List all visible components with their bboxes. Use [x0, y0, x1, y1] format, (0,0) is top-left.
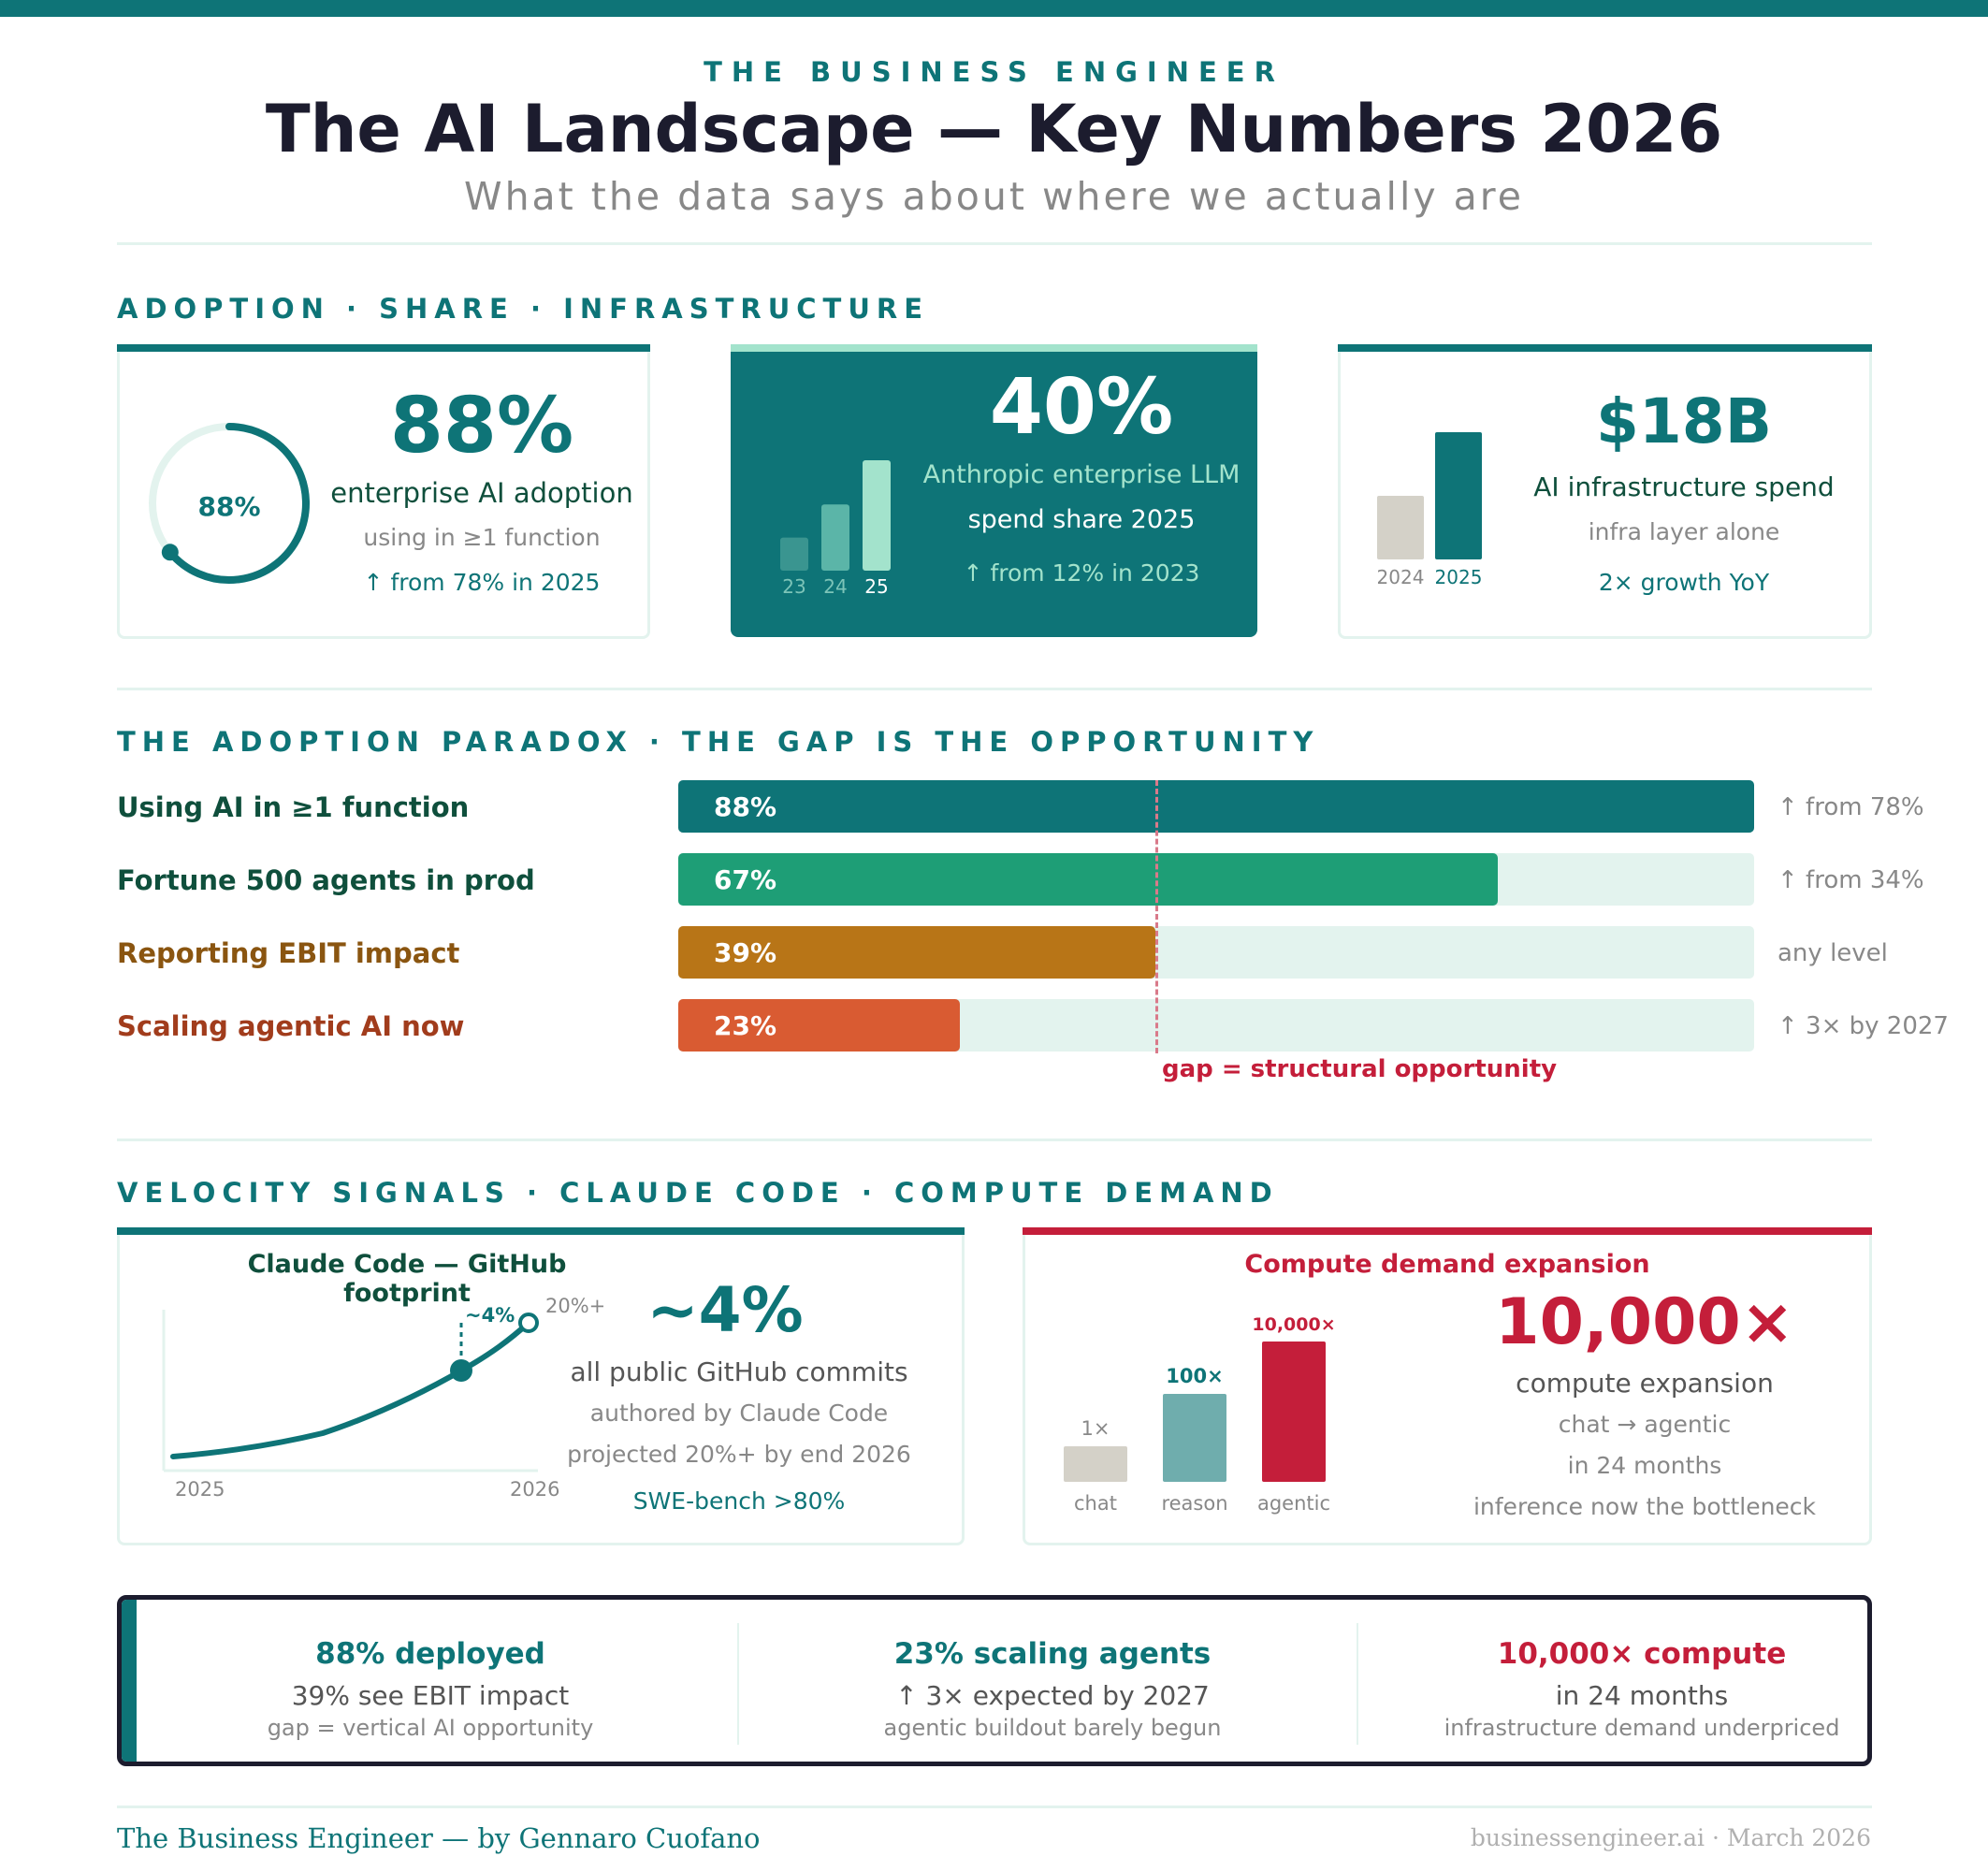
- summary-item: [772, 1637, 1333, 1741]
- bar-row-label: Using AI in ≥1 function: [117, 791, 470, 823]
- compute-sub-1: chat → agentic: [1558, 1411, 1732, 1438]
- compute-bar-value: 1×: [1081, 1417, 1110, 1440]
- card-accent: [117, 1227, 965, 1235]
- share-mini-bar-year: 25: [864, 575, 889, 597]
- compute-bar-chart: [1051, 1284, 1378, 1527]
- summary-line-1: ↑ 3× expected by 2027: [895, 1680, 1210, 1711]
- compute-bar: [1064, 1446, 1127, 1482]
- infra-mini-bar: [1377, 496, 1424, 559]
- summary-line-1: in 24 months: [1555, 1680, 1729, 1711]
- growth-curve: [173, 1323, 529, 1457]
- adoption-value: 88%: [389, 382, 574, 471]
- adoption-card: [117, 344, 650, 639]
- share-label-2: spend share 2025: [967, 505, 1196, 534]
- current-point: [450, 1359, 472, 1382]
- bar-note: ↑ from 78%: [1778, 793, 1924, 821]
- bar-value-label: 39%: [714, 937, 777, 968]
- adoption-label: enterprise AI adoption: [330, 477, 633, 509]
- compute-bar-name: chat: [1074, 1492, 1117, 1515]
- share-mini-bar: [780, 538, 808, 571]
- claude-sub-1: authored by Claude Code: [589, 1400, 889, 1427]
- summary-divider: [1357, 1623, 1358, 1745]
- summary-divider: [737, 1623, 739, 1745]
- footer-site-date: businessengineer.ai · March 2026: [1470, 1824, 1871, 1851]
- summary-accent: [122, 1600, 137, 1766]
- summary-title: 88% deployed: [315, 1637, 545, 1671]
- bar-row-label: Reporting EBIT impact: [117, 937, 460, 969]
- summary-title: 23% scaling agents: [893, 1637, 1212, 1671]
- compute-bar-value: 100×: [1166, 1365, 1224, 1387]
- compute-bar-value: 10,000×: [1252, 1314, 1336, 1335]
- claude-label: all public GitHub commits: [570, 1356, 908, 1387]
- share-mini-bar: [863, 460, 891, 571]
- share-mini-bar-year: 24: [823, 575, 848, 597]
- summary-strip: [117, 1595, 1872, 1766]
- summary-line-2: gap = vertical AI opportunity: [267, 1715, 594, 1741]
- summary-item: [150, 1637, 711, 1741]
- infra-mini-bar-year: 2024: [1376, 566, 1425, 588]
- summary-line-2: infrastructure demand underpriced: [1444, 1715, 1840, 1741]
- claude-delta: SWE-bench >80%: [632, 1487, 846, 1515]
- card-accent: [1023, 1227, 1872, 1235]
- share-mini-bar-year: 23: [782, 575, 806, 597]
- section-heading-adoption: ADOPTION · SHARE · INFRASTRUCTURE: [117, 293, 930, 325]
- infra-sub: infra layer alone: [1588, 518, 1780, 545]
- anthropic-share-card: [731, 344, 1257, 637]
- compute-title: Compute demand expansion: [1244, 1250, 1650, 1279]
- adoption-sub: using in ≥1 function: [363, 524, 601, 551]
- infra-label: AI infrastructure spend: [1533, 471, 1835, 502]
- infra-delta: 2× growth YoY: [1598, 569, 1770, 596]
- infra-value: $18B: [1595, 385, 1773, 457]
- card-accent: [731, 344, 1257, 352]
- gap-label: gap = structural opportunity: [1162, 1055, 1558, 1083]
- point-label: ~4%: [465, 1304, 515, 1327]
- claude-code-card: [117, 1227, 965, 1545]
- infra-spend-card: [1338, 344, 1872, 639]
- bar-note: ↑ from 34%: [1778, 866, 1924, 894]
- summary-line-1: 39% see EBIT impact: [291, 1680, 570, 1711]
- compute-bar-name: agentic: [1256, 1492, 1331, 1515]
- divider: [117, 1806, 1872, 1808]
- x-start-label: 2025: [175, 1478, 225, 1501]
- page-subtitle: What the data says about where we actually are: [464, 174, 1524, 219]
- infra-mini-bar-year: 2025: [1434, 566, 1483, 588]
- share-mini-chart: [773, 457, 894, 597]
- x-end-label: 2026: [510, 1478, 560, 1501]
- claude-chart-title: Claude Code — GitHub footprint: [247, 1250, 567, 1308]
- ring-end-dot: [162, 544, 179, 560]
- card-accent: [1338, 344, 1872, 352]
- compute-demand-card: [1023, 1227, 1872, 1545]
- adoption-delta: ↑ from 78% in 2025: [363, 569, 601, 596]
- share-value: 40%: [989, 363, 1174, 452]
- compute-bar: [1262, 1342, 1326, 1482]
- footer-credit: The Business Engineer — by Gennaro Cuofano: [117, 1822, 761, 1854]
- divider: [117, 1139, 1872, 1141]
- bar-note: any level: [1778, 939, 1888, 967]
- section-heading-paradox: THE ADOPTION PARADOX · THE GAP IS THE OPPORTUNITY: [117, 726, 1320, 758]
- bar-row-label: Fortune 500 agents in prod: [117, 864, 535, 896]
- claude-value: ~4%: [646, 1274, 804, 1346]
- ring-label: 88%: [197, 491, 261, 522]
- section-heading-velocity: VELOCITY SIGNALS · CLAUDE CODE · COMPUTE DEMAND: [117, 1177, 1279, 1209]
- claude-sub-2: projected 20%+ by end 2026: [567, 1441, 911, 1468]
- compute-sub-3: inference now the bottleneck: [1473, 1493, 1817, 1520]
- bar-fill: [678, 853, 1498, 906]
- card-accent: [117, 344, 650, 352]
- compute-bar-name: reason: [1161, 1492, 1228, 1515]
- infra-mini-chart: [1375, 428, 1506, 597]
- bar-value-label: 88%: [714, 791, 777, 822]
- summary-title: 10,000× compute: [1497, 1637, 1787, 1671]
- top-accent-bar: [0, 0, 1988, 17]
- projection-label: 20%+: [545, 1295, 606, 1317]
- gap-marker-line: [1155, 780, 1158, 1053]
- summary-item: [1380, 1637, 1872, 1741]
- bar-row-label: Scaling agentic AI now: [117, 1010, 465, 1042]
- summary-line-2: agentic buildout barely begun: [883, 1715, 1222, 1741]
- divider: [117, 688, 1872, 690]
- compute-label: compute expansion: [1516, 1368, 1774, 1399]
- share-mini-bar: [821, 504, 849, 571]
- bar-value-label: 67%: [714, 864, 777, 895]
- divider: [117, 242, 1872, 245]
- compute-value: 10,000×: [1495, 1285, 1794, 1359]
- compute-bar: [1163, 1394, 1226, 1482]
- brand-kicker: THE BUSINESS ENGINEER: [704, 56, 1284, 88]
- share-label-1: Anthropic enterprise LLM: [922, 460, 1241, 489]
- share-delta: ↑ from 12% in 2023: [963, 559, 1200, 587]
- page-title: The AI Landscape — Key Numbers 2026: [265, 91, 1723, 167]
- infra-mini-bar: [1435, 432, 1482, 559]
- bar-value-label: 23%: [714, 1010, 777, 1041]
- bar-note: ↑ 3× by 2027: [1778, 1012, 1949, 1040]
- compute-sub-2: in 24 months: [1567, 1452, 1722, 1479]
- bar-fill: [678, 780, 1754, 833]
- projection-point: [520, 1314, 537, 1331]
